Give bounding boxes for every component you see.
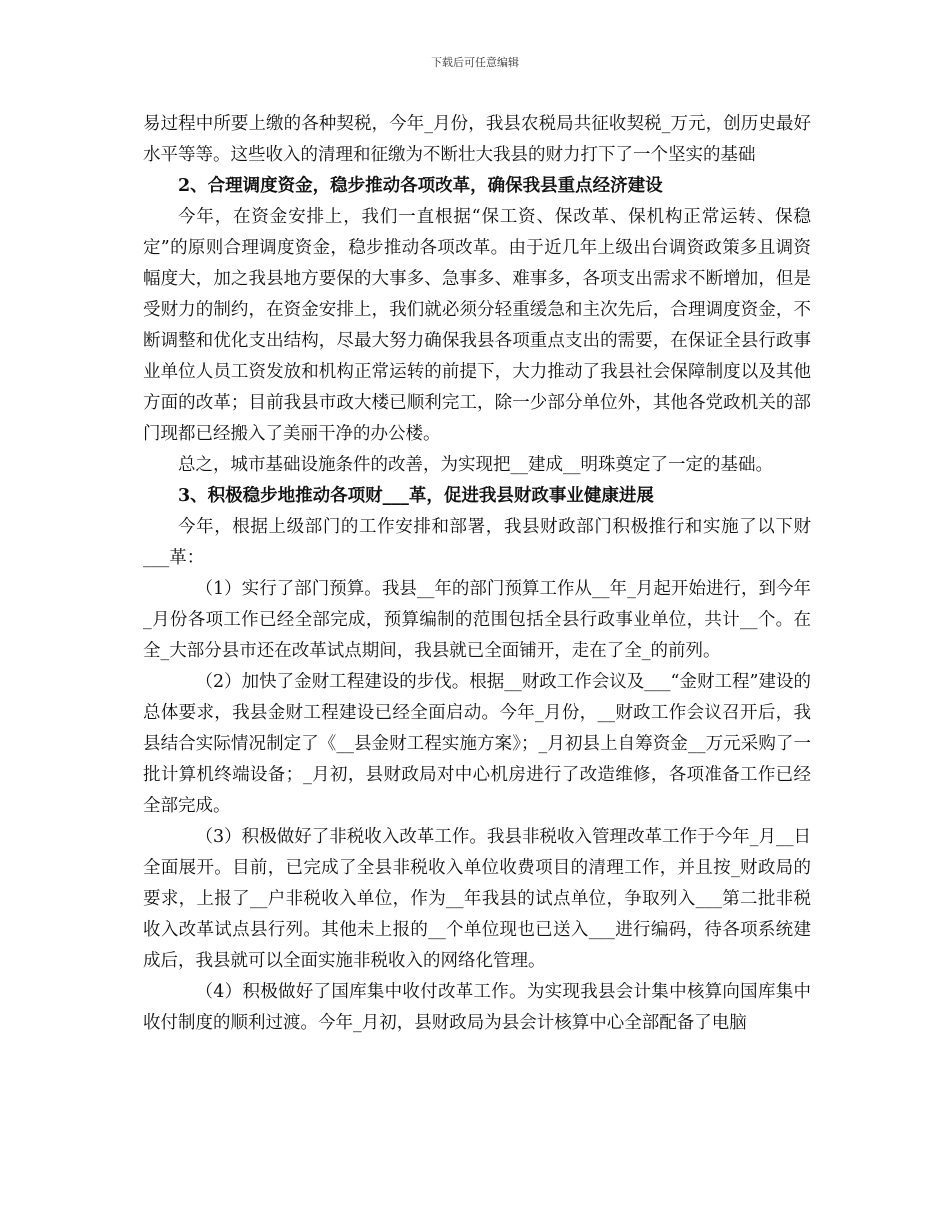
list-item-3: （3）积极做好了非税收入改革工作。我县非税收入管理改革工作于今年_月__日全面展开。目前，已完成了全县非税收入单位收费项目的清理工作，并且按_财政局的要求，上报了__户非税收入单位，作为__年我县的试点单位，争取列入___第二批非税收入改革试点县行列。其他未上报的__个单位现也已送入___进行编码，待各项系统建成后，我县就可以全面实施非税收入的网络化管理。: [143, 827, 811, 971]
document-body: [143, 109, 811, 1039]
page-header: 下载后可任意编辑: [431, 56, 519, 69]
paragraph-reforms-intro: 今年，根据上级部门的工作安排和部署，我县财政部门积极推行和实施了以下财___革：: [143, 517, 811, 568]
section-heading-2: 2、合理调度资金，稳步推动各项改革，确保我县重点经济建设: [178, 176, 663, 196]
paragraph-funds: 今年，在资金安排上，我们一直根据“保工资、保改革、保机构正常运转、保稳定”的原则合理调度资金，稳步推动各项改革。由于近几年上级出台调资政策多且调资幅度大，加之我县地方要保的大事多、急事多、难事多，各项支出需求不断增加，但是受财力的制约，在资金安排上，我们就必须分轻重缓急和主次先后，合理调度资金，不断调整和优化支出结构，尽最大努力确保我县各项重点支出的需要，在保证全县行政事业单位人员工资发放和机构正常运转的前提下，大力推动了我县社会保障制度以及其他方面的改革；目前我县市政大楼已顺利完工，除一少部分单位外，其他各党政机关的部门现都已经搬入了美丽干净的办公楼。: [143, 207, 811, 444]
paragraph-summary: 总之，城市基础设施条件的改善，为实现把__建成__明珠奠定了一定的基础。: [178, 455, 773, 475]
list-item-1: （1）实行了部门预算。我县__年的部门预算工作从__年_月起开始进行，到今年_月份各项工作已经全部完成，预算编制的范围包括全县行政事业单位，共计__个。在全_大部分县市还在改革试点期间，我县就已全面铺开，走在了全_的前列。: [143, 579, 811, 661]
list-item-2: （2）加快了金财工程建设的步伐。根据__财政工作会议及___“金财工程”建设的总体要求，我县金财工程建设已经全面启动。今年_月份，__财政工作会议召开后，我县结合实际情况制定了《__县金财工程实施方案》；_月初县上自筹资金__万元采购了一批计算机终端设备；_月初，县财政局对中心机房进行了改造维修，各项准备工作已经全部完成。: [143, 672, 811, 816]
section-heading-3: 3、积极稳步地推动各项财___革，促进我县财政事业健康进展: [178, 486, 654, 506]
list-item-4: （4）积极做好了国库集中收付改革工作。为实现我县会计集中核算向国库集中收付制度的顺利过渡。今年_月初，县财政局为县会计核算中心全部配备了电脑: [143, 982, 811, 1033]
paragraph-1: 易过程中所要上缴的各种契税，今年_月份，我县农税局共征收契税_万元，创历史最好水平等等。这些收入的清理和征缴为不断壮大我县的财力打下了一个坚实的基础: [143, 114, 811, 165]
